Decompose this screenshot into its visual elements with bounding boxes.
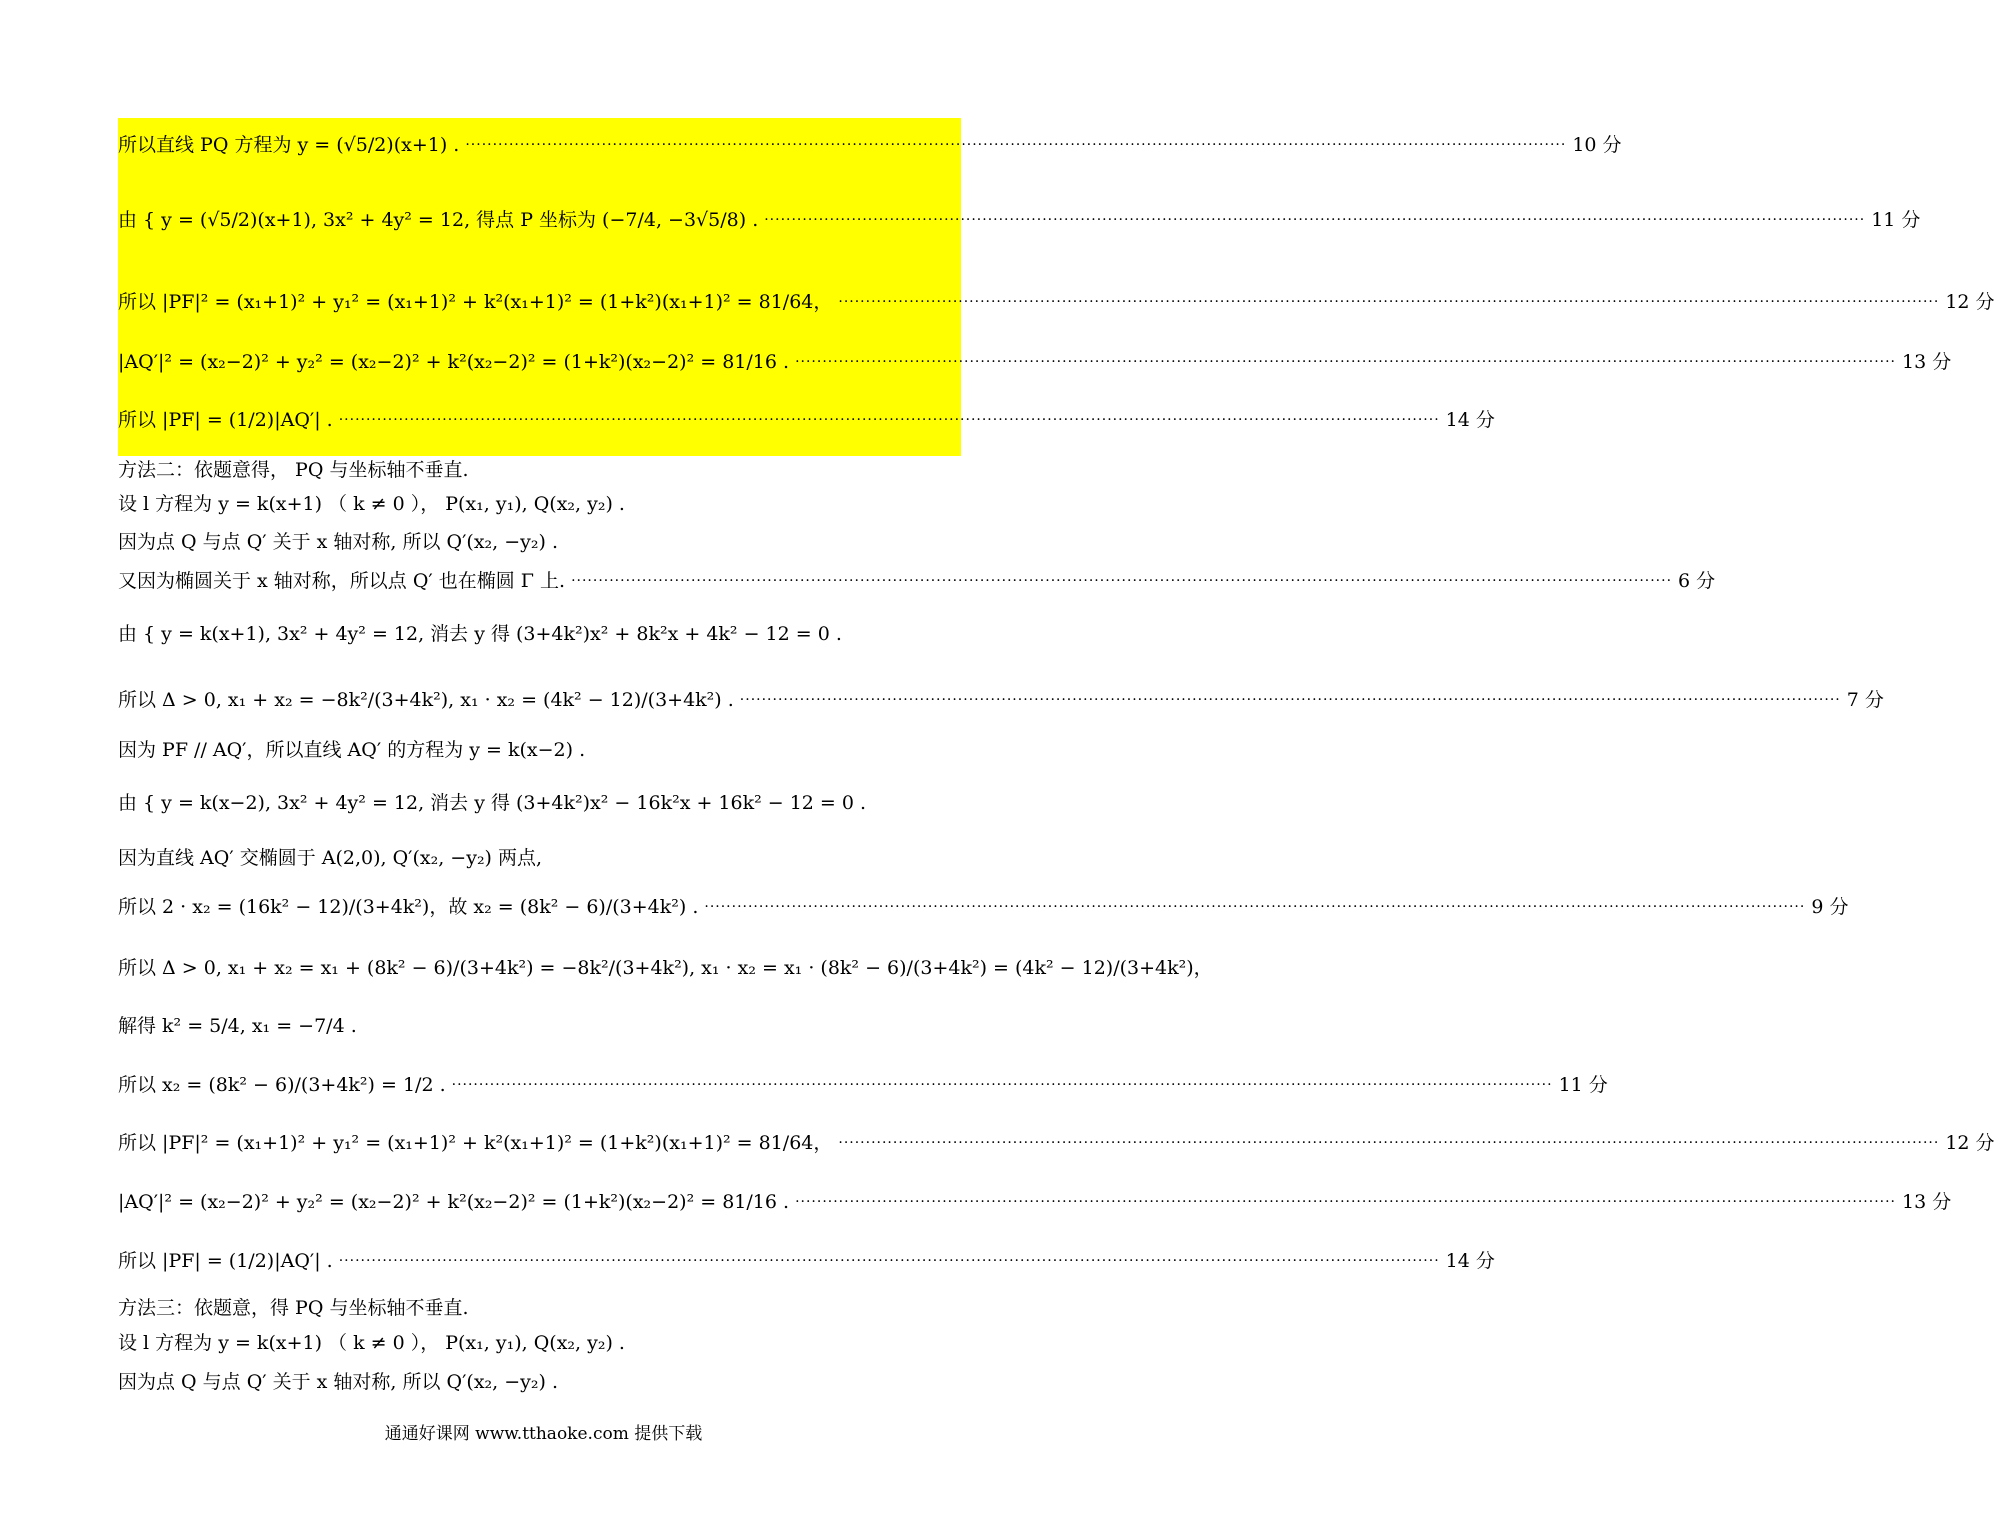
dot-leader [452,1078,1553,1092]
solution-line [118,896,1849,918]
dot-leader [795,1195,1896,1209]
line-text: 由 { y = (√5/2)(x+1), 3x² + 4y² = 12, 得点 P 坐标为 (−7/4, −3√5/8) . [118,209,759,231]
solution-line [118,1372,961,1393]
line-text: 所以 |PF| = (1/2)|AQ′| . [118,409,333,431]
solution-line [118,740,961,761]
score-label: 11 分 [1871,209,1921,231]
line-text: 由 { y = k(x−2), 3x² + 4y² = 12, 消去 y 得 (3+4k²)x² − 16k²x + 16k² − 12 = 0 . [118,792,867,814]
line-text: 设 l 方程为 y = k(x+1) （ k ≠ 0 ）， P(x₁, y₁), Q(x₂, y₂) . [118,1332,625,1354]
score-label: 14 分 [1445,409,1495,431]
solution-line [118,793,961,814]
solution-line [118,1191,1952,1213]
dot-leader [838,1136,1939,1150]
line-text: 解得 k² = 5/4, x₁ = −7/4 . [118,1015,357,1037]
line-text: 因为点 Q 与点 Q′ 关于 x 轴对称, 所以 Q′(x₂, −y₂) . [118,1371,559,1393]
score-label: 12 分 [1945,1132,1995,1154]
solution-line [118,209,1921,231]
line-text: |AQ′|² = (x₂−2)² + y₂² = (x₂−2)² + k²(x₂−2)² = (1+k²)(x₂−2)² = 81/16 . [118,351,790,373]
solution-line [118,460,961,481]
line-text: 所以 |PF| = (1/2)|AQ′| . [118,1250,333,1272]
line-text: 所以直线 PQ 方程为 y = (√5/2)(x+1) . [118,134,460,156]
highlight-block [118,118,961,456]
line-text: |AQ′|² = (x₂−2)² + y₂² = (x₂−2)² + k²(x₂−2)² = (1+k²)(x₂−2)² = 81/16 . [118,1191,790,1213]
score-label: 10 分 [1572,134,1622,156]
solution-line [118,409,1495,431]
score-label: 13 分 [1902,351,1952,373]
dot-leader [339,413,1440,427]
solution-line [118,689,1884,711]
line-text: 因为 PF // AQ′，所以直线 AQ′ 的方程为 y = k(x−2) . [118,739,586,761]
solution-line [118,624,961,645]
score-label: 7 分 [1846,689,1884,711]
line-text: 由 { y = k(x+1), 3x² + 4y² = 12, 消去 y 得 (3+4k²)x² + 8k²x + 4k² − 12 = 0 . [118,623,842,645]
solution-line [118,848,961,869]
line-text: 所以 |PF|² = (x₁+1)² + y₁² = (x₁+1)² + k²(x₁+1)² = (1+k²)(x₁+1)² = 81/64， [118,1132,833,1154]
dot-leader [704,900,1805,914]
solution-line [118,1074,1608,1096]
solution-line [118,1016,961,1037]
score-label: 6 分 [1678,570,1716,592]
solution-line [118,291,1995,313]
solution-line [118,1132,1995,1154]
solution-line [118,1298,961,1319]
line-text: 所以 Δ > 0, x₁ + x₂ = x₁ + (8k² − 6)/(3+4k²) = −8k²/(3+4k²), x₁ · x₂ = x₁ · (8k² − 6)/(3+4k²) = (4k² − 12)/(3+4k²)， [118,957,1213,979]
dot-leader [838,295,1939,309]
dot-leader [740,693,1841,707]
line-text: 因为点 Q 与点 Q′ 关于 x 轴对称, 所以 Q′(x₂, −y₂) . [118,531,559,553]
solution-line [118,570,1716,592]
score-label: 12 分 [1945,291,1995,313]
score-label: 13 分 [1902,1191,1952,1213]
solution-line [118,494,961,515]
line-text: 所以 |PF|² = (x₁+1)² + y₁² = (x₁+1)² + k²(x₁+1)² = (1+k²)(x₁+1)² = 81/64， [118,291,833,313]
line-text: 因为直线 AQ′ 交椭圆于 A(2,0), Q′(x₂, −y₂) 两点, [118,847,543,869]
line-text: 方法二：依题意得， PQ 与坐标轴不垂直. [118,459,469,481]
footer: 通通好课网 www.tthaoke.com 提供下载 [384,1424,703,1444]
dot-leader [571,574,1672,588]
score-label: 9 分 [1811,896,1849,918]
solution-line [118,532,961,553]
line-text: 所以 2 · x₂ = (16k² − 12)/(3+4k²)，故 x₂ = (8k² − 6)/(3+4k²) . [118,896,699,918]
line-text: 方法三：依题意，得 PQ 与坐标轴不垂直. [118,1297,469,1319]
dot-leader [764,213,1865,227]
dot-leader [465,138,1566,152]
line-text: 所以 Δ > 0, x₁ + x₂ = −8k²/(3+4k²), x₁ · x₂ = (4k² − 12)/(3+4k²) . [118,689,734,711]
line-text: 所以 x₂ = (8k² − 6)/(3+4k²) = 1/2 . [118,1074,446,1096]
dot-leader [795,355,1896,369]
line-text: 又因为椭圆关于 x 轴对称，所以点 Q′ 也在椭圆 Γ 上. [118,570,566,592]
score-label: 11 分 [1558,1074,1608,1096]
solution-line [118,957,1213,979]
solution-line [118,134,1622,156]
solution-line [118,1333,961,1354]
score-label: 14 分 [1445,1250,1495,1272]
solution-line [118,351,1952,373]
dot-leader [339,1254,1440,1268]
solution-line [118,1250,1495,1272]
line-text: 设 l 方程为 y = k(x+1) （ k ≠ 0 ）， P(x₁, y₁), Q(x₂, y₂) . [118,493,625,515]
